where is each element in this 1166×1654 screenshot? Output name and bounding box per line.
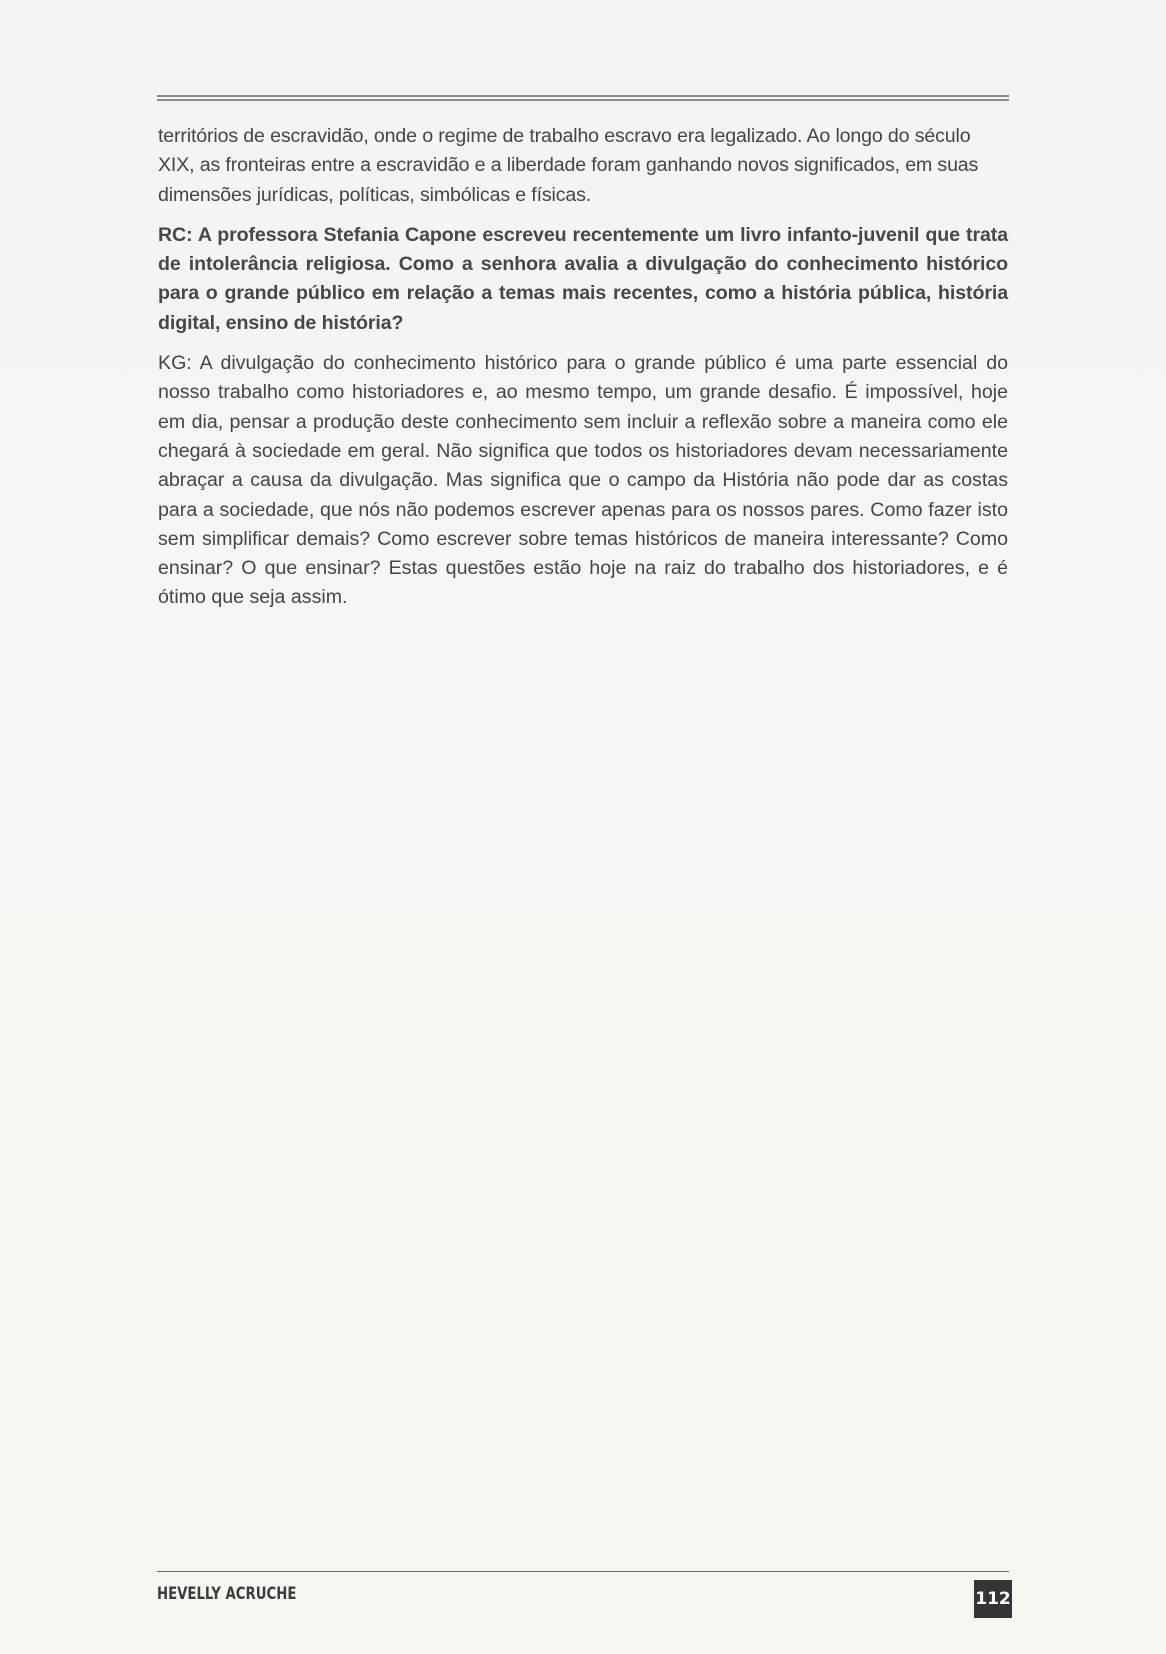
interview-answer: KG: A divulgação do conhecimento histórico para o grande público é uma parte essencial do nosso trabalho como historiadores e, ao mesmo tempo, um grande desafio. É impossível, hoje em dia, pensar a produção deste conhecimento sem incluir a reflexão sobre a maneira como ele chegará à sociedade em geral. Não significa que todos os historiadores devam necessariamente abraçar a causa da divulgação. Mas significa que o campo da História não pode dar as costas para a sociedade, que nós não podemos escrever apenas para os nossos pares. Como fazer isto sem simplificar demais? Como escrever sobre temas históricos de maneira interessante? Como ensinar? O que ensinar? Estas questões estão hoje na raiz do trabalho dos historiadores, e é ótimo que seja assim. <box>158 352 1008 609</box>
header-double-rule <box>157 95 1009 101</box>
footer-author: HEVELLY ACRUCHE <box>157 1584 297 1604</box>
footer-rule <box>157 1571 1009 1572</box>
article-body <box>158 122 1008 624</box>
page-number-badge: 112 <box>974 1580 1012 1618</box>
interview-question: RC: A professora Stefania Capone escreveu recentemente um livro infanto-juvenil que trata de intolerância religiosa. Como a senhora avalia a divulgação do conhecimento histórico para o grande público em relação a temas mais recentes, como a história pública, história digital, ensino de história? <box>158 223 1008 334</box>
paragraph-continuation: territórios de escravidão, onde o regime de trabalho escravo era legalizado. Ao longo do século XIX, as fronteiras entre a escravidão e a liberdade foram ganhando novos significados, em suas dimensões jurídicas, políticas, simbólicas e físicas. <box>158 125 979 206</box>
